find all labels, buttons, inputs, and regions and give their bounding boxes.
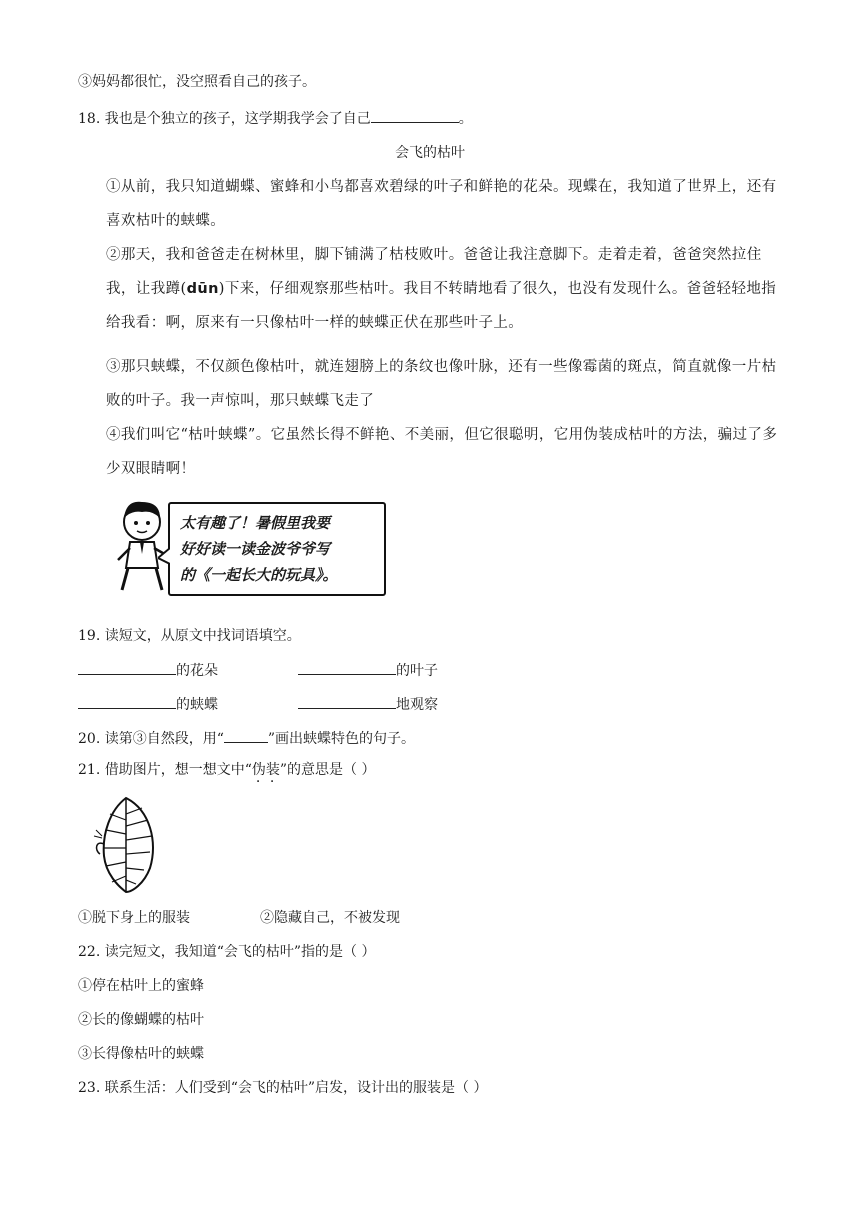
pinyin-annotation: dūn <box>186 281 219 297</box>
emphasis-char: 装 <box>265 762 280 778</box>
underline-sample <box>224 728 268 743</box>
paragraph-3-text: ③那只蛱蝶，不仅颜色像枯叶，就连翅膀上的条纹也像叶脉，还有一些像霉菌的斑点，简直就像一片枯败的叶子。我一声惊叫，那只蛱蝶飞走了 <box>106 359 777 409</box>
q19-item-2: 的叶子 <box>396 663 438 679</box>
article-title: 会飞的枯叶 <box>395 145 465 161</box>
bubble-line-1: 太有趣了！暑假里我要 <box>180 514 331 532</box>
paragraph-3 <box>78 350 783 418</box>
question-20 <box>78 728 415 749</box>
question-23: 23. 联系生活：人们受到“会飞的枯叶”启发，设计出的服装是（ ） <box>78 1080 488 1096</box>
q21-option-1: ①脱下身上的服装 <box>78 910 190 926</box>
paragraph-4-text: ④我们叫它“枯叶蛱蝶”。它虽然长得不鲜艳、不美丽，但它很聪明，它用伪装成枯叶的方法，骗过了多少双眼睛啊！ <box>106 427 778 477</box>
question-21-text: 21. 借助图片，想一想文中“ <box>78 762 252 778</box>
q22-option-1: ①停在枯叶上的蜜蜂 <box>78 978 204 994</box>
answer-blank[interactable] <box>78 694 176 709</box>
q22-option-3: ③长得像枯叶的蛱蝶 <box>78 1046 204 1062</box>
q19-row-1b <box>298 660 438 681</box>
emphasis-char: 伪 <box>251 762 266 778</box>
bubble-line-2: 好好读一读金波爷爷写 <box>180 540 331 558</box>
question-22: 22. 读完短文，我知道“会飞的枯叶”指的是（ ） <box>78 944 376 960</box>
q21-option-2: ②隐藏自己，不被发现 <box>260 910 400 926</box>
answer-blank[interactable] <box>78 660 176 675</box>
question-20-text: 20. 读第③自然段，用“ <box>78 731 224 747</box>
q19-item-1: 的花朵 <box>176 663 218 679</box>
speech-bubble <box>168 502 386 596</box>
q19-item-4: 地观察 <box>396 697 438 713</box>
question-18-text: 18. 我也是个独立的孩子，这学期我学会了自己 <box>78 111 371 127</box>
question-21 <box>78 760 375 780</box>
cartoon-illustration <box>112 498 384 594</box>
option-line: ③妈妈都很忙，没空照看自己的孩子。 <box>78 74 316 90</box>
paragraph-2-part-a: ②那天，我和爸爸走在树林里，脚下铺满了枯枝败叶。爸爸让我注意脚下。走着走着，爸爸突然拉住我，让我蹲( <box>106 247 762 297</box>
question-21-end: ”的意思是（ ） <box>279 762 376 778</box>
bubble-tail-icon <box>158 546 170 566</box>
question-19: 19. 读短文，从原文中找词语填空。 <box>78 628 301 644</box>
question-18 <box>78 108 473 129</box>
bubble-line-3: 的《一起长大的玩具》。 <box>180 566 338 584</box>
question-18-end: 。 <box>458 111 473 127</box>
answer-blank[interactable] <box>371 108 459 123</box>
paragraph-1-text: ①从前，我只知道蝴蝶、蜜蜂和小鸟都喜欢碧绿的叶子和鲜艳的花朵。现蝶在，我知道了世界上，还有喜欢枯叶的蛱蝶。 <box>106 179 777 229</box>
q19-row-2b <box>298 694 438 715</box>
paragraph-2 <box>78 238 783 340</box>
paragraph-1 <box>78 170 783 238</box>
question-20-end: ”画出蛱蝶特色的句子。 <box>267 731 416 747</box>
answer-blank[interactable] <box>298 660 396 675</box>
leaf-butterfly-icon <box>92 796 160 894</box>
paragraph-2-part-b: )下来，仔细观察那些枯叶。我目不转睛地看了很久，也没有发现什么。爸爸轻轻地指给我看：啊，原来有一只像枯叶一样的蛱蝶正伏在那些叶子上。 <box>106 281 777 331</box>
paragraph-2-text <box>78 238 783 340</box>
q19-item-3: 的蛱蝶 <box>176 697 218 713</box>
q19-row-2 <box>78 694 218 715</box>
answer-blank[interactable] <box>298 694 396 709</box>
q22-option-2: ②长的像蝴蝶的枯叶 <box>78 1012 204 1028</box>
q19-row-1 <box>78 660 218 681</box>
paragraph-4 <box>78 418 783 486</box>
